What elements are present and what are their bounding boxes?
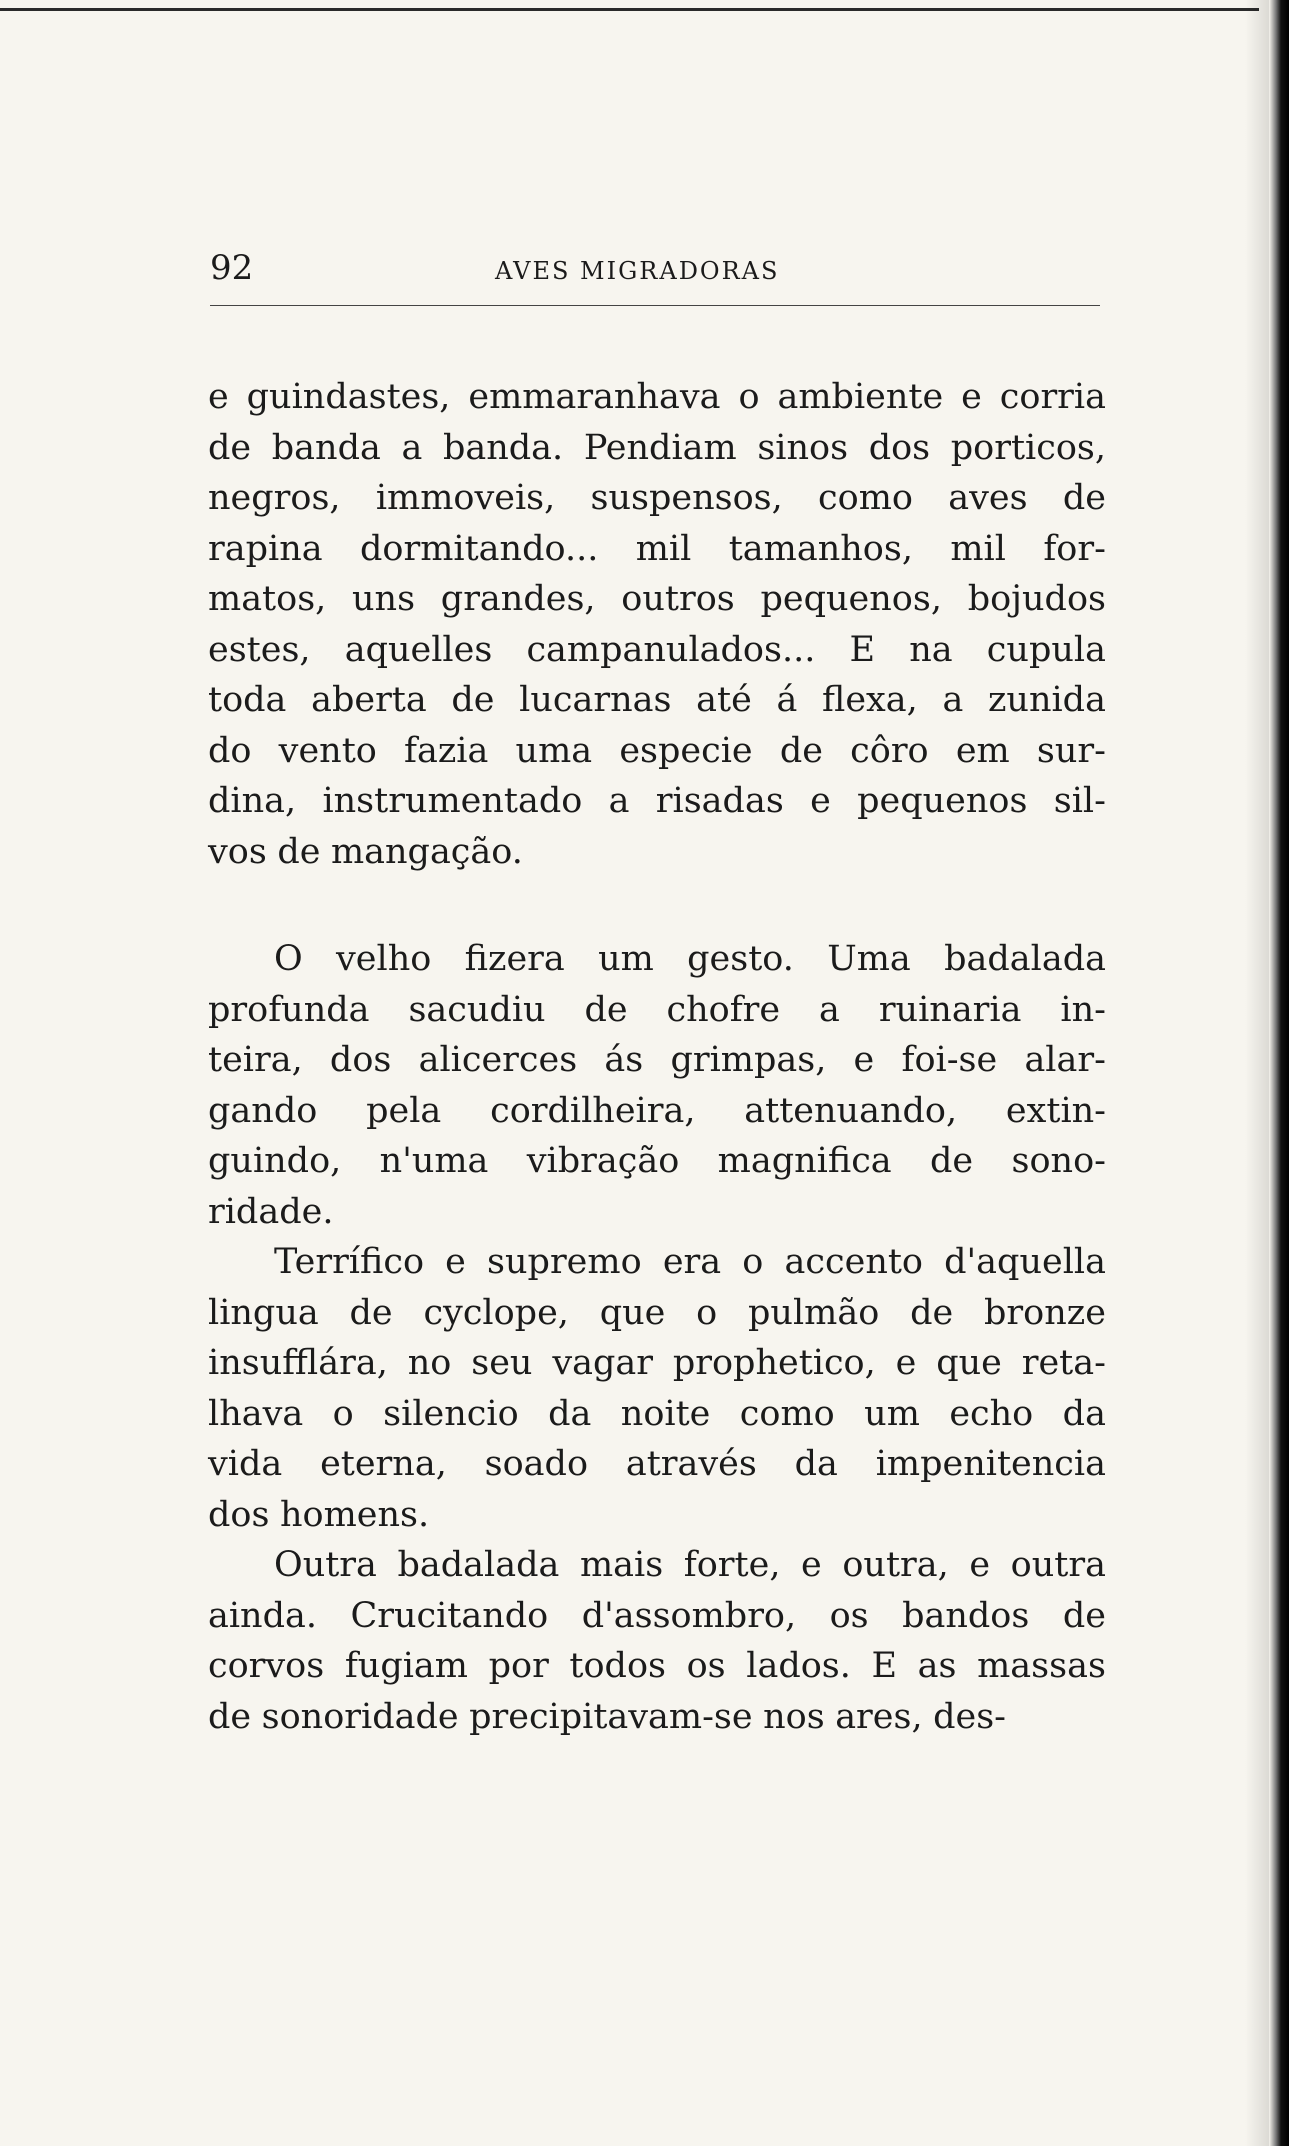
text-line: vida eterna, soado através da impenitencia	[208, 1444, 1106, 1484]
text-line: de sonoridade precipitavam-se nos ares, des-	[208, 1696, 1006, 1737]
paragraph	[208, 934, 1106, 1237]
paragraph-gap	[208, 877, 1106, 934]
text-line: teira, dos alicerces ás grimpas, e foi-se alar-	[208, 1040, 1106, 1080]
text-line: profunda sacudiu de chofre a ruinaria in-	[208, 989, 1106, 1030]
paragraph	[208, 372, 1106, 877]
text-line: dina, instrumentado a risadas e pequenos sil-	[208, 781, 1106, 821]
text-line: ainda. Crucitando d'assombro, os bandos de	[208, 1595, 1106, 1636]
running-title: AVES MIGRADORAS	[495, 257, 780, 285]
paragraph	[208, 1237, 1106, 1540]
text-line: ridade.	[208, 1191, 334, 1232]
text-line: O velho fizera um gesto. Uma badalada	[274, 939, 1106, 979]
text-line: lingua de cyclope, que o pulmão de bronze	[208, 1292, 1106, 1333]
text-line: de banda a banda. Pendiam sinos dos porticos,	[208, 427, 1106, 468]
text-line: toda aberta de lucarnas até á flexa, a zunida	[208, 680, 1106, 720]
text-line: gando pela cordilheira, attenuando, extin-	[208, 1090, 1106, 1131]
text-line: do vento fazia uma especie de côro em sur-	[208, 730, 1106, 771]
paragraph	[208, 1540, 1106, 1742]
text-line: insufflára, no seu vagar prophetico, e que reta-	[208, 1343, 1106, 1383]
body-text	[208, 372, 1106, 1742]
text-line: negros, immoveis, suspensos, como aves de	[208, 478, 1106, 518]
text-line: Terrífico e supremo era o accento d'aquella	[274, 1242, 1106, 1282]
text-line: corvos fugiam por todos os lados. E as massas	[208, 1646, 1106, 1686]
text-line: vos de mangação.	[208, 831, 523, 872]
text-line: dos homens.	[208, 1494, 430, 1535]
text-line: estes, aquelles campanulados... E na cupula	[208, 629, 1106, 670]
page-header	[210, 250, 1110, 286]
text-line: lhava o silencio da noite como um echo da	[208, 1393, 1106, 1434]
text-line: e guindastes, emmaranhava o ambiente e corria	[208, 377, 1106, 417]
text-line: guindo, n'uma vibração magnifica de sono-	[208, 1141, 1106, 1181]
text-line: Outra badalada mais forte, e outra, e outra	[274, 1545, 1106, 1585]
spine-shadow	[1245, 0, 1271, 2146]
page-number: 92	[210, 248, 254, 288]
text-line: matos, uns grandes, outros pequenos, bojudos	[208, 579, 1106, 619]
top-edge-rule	[0, 8, 1259, 11]
text-line: rapina dormitando... mil tamanhos, mil for-	[208, 528, 1106, 569]
header-rule	[210, 305, 1100, 306]
book-spine-edge	[1269, 0, 1289, 2146]
